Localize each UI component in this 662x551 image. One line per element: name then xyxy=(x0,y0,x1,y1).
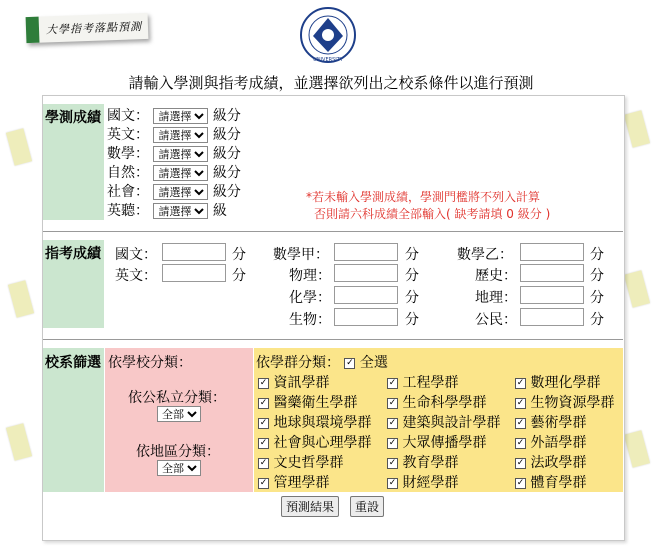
checkbox[interactable]: ✓ xyxy=(388,477,397,488)
checkbox[interactable]: ✓ xyxy=(259,417,268,428)
logo-text: UNIVERSITY xyxy=(313,57,343,63)
brand-stripe xyxy=(26,17,40,43)
checkbox[interactable]: ✓ xyxy=(259,397,268,408)
by-region-label: 依地區分類： xyxy=(136,444,220,460)
gsat-listening-select[interactable] xyxy=(153,203,208,219)
gsat-row xyxy=(107,124,241,143)
group-label: 資訊學群 xyxy=(273,375,330,391)
ast-unit: 分 xyxy=(590,312,604,328)
divider xyxy=(43,339,623,340)
ast-subject-label: 歷史： xyxy=(475,268,517,284)
group-label: 工程學群 xyxy=(402,375,459,391)
group-label: 教育學群 xyxy=(402,455,459,471)
gsat-chinese-select[interactable] xyxy=(153,108,208,124)
gsat-subject-label: 數學： xyxy=(107,146,149,162)
checkbox[interactable]: ✓ xyxy=(388,397,397,408)
ast-chemistry-input[interactable] xyxy=(334,286,398,304)
group-label: 體育學群 xyxy=(530,475,587,491)
group-checkbox-item[interactable] xyxy=(387,392,486,412)
checkbox[interactable]: ✓ xyxy=(259,457,268,468)
group-label: 外語學群 xyxy=(530,435,587,451)
gsat-math-select[interactable] xyxy=(153,146,208,162)
select-all-checkbox[interactable]: ✓ xyxy=(346,357,354,368)
university-logo xyxy=(299,6,357,64)
group-label: 管理學群 xyxy=(273,475,330,491)
group-label: 醫藥衛生學群 xyxy=(273,395,358,411)
gsat-english-select[interactable] xyxy=(153,127,208,143)
group-checkbox-item[interactable] xyxy=(258,392,357,412)
by-type-label: 依公私立分類： xyxy=(128,390,226,406)
group-label: 財經學群 xyxy=(402,475,459,491)
tape-decoration xyxy=(6,128,32,166)
gsat-row xyxy=(107,143,241,162)
group-label: 法政學群 xyxy=(530,455,587,471)
gsat-row xyxy=(107,162,241,181)
ast-biology-input[interactable] xyxy=(334,308,398,326)
group-checkbox-item[interactable] xyxy=(387,472,458,492)
ast-unit: 分 xyxy=(405,247,419,263)
tape-decoration xyxy=(8,280,34,318)
ast-subject-label: 地理： xyxy=(475,290,517,306)
group-checkbox-item[interactable] xyxy=(515,432,586,452)
checkbox[interactable]: ✓ xyxy=(516,397,525,408)
group-label: 生物資源學群 xyxy=(530,395,615,411)
ast-subject-label: 國文： xyxy=(115,247,157,263)
group-checkbox-item[interactable] xyxy=(258,472,329,492)
group-checkbox-item[interactable] xyxy=(387,452,458,472)
group-label: 藝術學群 xyxy=(530,415,587,431)
gsat-subject-label: 英文： xyxy=(107,127,149,143)
gsat-social-select[interactable] xyxy=(153,184,208,200)
checkbox[interactable]: ✓ xyxy=(388,417,397,428)
ast-subject-label: 數學甲： xyxy=(273,247,329,263)
ast-history-input[interactable] xyxy=(520,264,584,282)
tape-decoration xyxy=(6,423,32,461)
gsat-title: 學測成績 xyxy=(45,110,101,126)
group-label: 生命科學學群 xyxy=(402,395,487,411)
brand-tag xyxy=(26,13,149,43)
group-label: 文史哲學群 xyxy=(273,455,344,471)
ast-geography-input[interactable] xyxy=(520,286,584,304)
ast-unit: 分 xyxy=(590,247,604,263)
gsat-subject-label: 英聽： xyxy=(107,203,149,219)
gsat-subject-label: 社會： xyxy=(107,184,149,200)
checkbox[interactable]: ✓ xyxy=(259,377,268,388)
group-checkbox-item[interactable] xyxy=(387,432,486,452)
predict-button[interactable]: 預測結果 xyxy=(281,496,339,517)
by-group-row xyxy=(256,352,388,372)
ast-unit: 分 xyxy=(405,312,419,328)
group-checkbox-item[interactable] xyxy=(387,372,458,392)
ast-math-a-input[interactable] xyxy=(334,243,398,261)
group-label: 地球與環境學群 xyxy=(273,415,372,431)
gsat-list xyxy=(107,105,241,219)
ast-unit: 分 xyxy=(405,290,419,306)
group-label: 大眾傳播學群 xyxy=(402,435,487,451)
ast-physics-input[interactable] xyxy=(334,264,398,282)
ast-subject-label: 公民： xyxy=(475,312,517,328)
filter-title: 校系篩選 xyxy=(45,355,101,371)
ast-subject-label: 生物： xyxy=(289,312,331,328)
group-label: 社會與心理學群 xyxy=(273,435,372,451)
gsat-note-line2: 否則請六科成績全部輸入( 缺考請填 0 級分 ) xyxy=(314,207,551,221)
group-checkbox-item[interactable] xyxy=(515,412,586,432)
reset-button[interactable]: 重設 xyxy=(350,496,384,517)
checkbox[interactable]: ✓ xyxy=(388,457,397,468)
gsat-row xyxy=(107,105,241,124)
checkbox[interactable]: ✓ xyxy=(259,437,268,448)
gsat-row xyxy=(107,200,241,219)
ast-subject-label: 化學： xyxy=(289,290,331,306)
brand-text: 大學指考落點預測 xyxy=(45,20,143,37)
group-checkbox-item[interactable] xyxy=(515,392,614,412)
by-school-label: 依學校分類： xyxy=(108,355,192,371)
type-select[interactable] xyxy=(157,406,201,422)
ast-math-b-input[interactable] xyxy=(520,243,584,261)
ast-unit: 分 xyxy=(232,247,246,263)
group-label: 建築與設計學群 xyxy=(402,415,501,431)
ast-civics-input[interactable] xyxy=(520,308,584,326)
ast-unit: 分 xyxy=(590,268,604,284)
divider xyxy=(43,231,623,232)
gsat-unit: 級分 xyxy=(212,127,241,143)
gsat-unit: 級分 xyxy=(212,146,241,162)
checkbox[interactable]: ✓ xyxy=(388,437,397,448)
group-checkbox-item[interactable] xyxy=(258,432,371,452)
checkbox[interactable]: ✓ xyxy=(259,477,268,488)
checkbox[interactable]: ✓ xyxy=(516,417,525,428)
gsat-row xyxy=(107,181,241,200)
gsat-unit: 級 xyxy=(212,203,227,219)
tape-decoration xyxy=(624,430,650,468)
region-select[interactable] xyxy=(157,460,201,476)
checkbox[interactable]: ✓ xyxy=(516,457,525,468)
ast-unit: 分 xyxy=(405,268,419,284)
tape-decoration xyxy=(624,110,650,148)
group-checkbox-item[interactable] xyxy=(258,452,343,472)
ast-title: 指考成績 xyxy=(45,246,101,262)
ast-unit: 分 xyxy=(232,268,246,284)
group-checkbox-item[interactable] xyxy=(258,372,329,392)
checkbox[interactable]: ✓ xyxy=(516,437,525,448)
ast-english-input[interactable] xyxy=(162,264,226,282)
ast-subject-label: 英文： xyxy=(115,268,157,284)
ast-unit: 分 xyxy=(590,290,604,306)
instruction-text: 請輸入學測與指考成績，並選擇欲列出之校系條件以進行預測 xyxy=(128,74,534,92)
group-checkbox-item[interactable] xyxy=(258,412,371,432)
gsat-note-line1: *若未輸入學測成績，學測門檻將不列入計算 xyxy=(306,190,541,204)
group-label: 數理化學群 xyxy=(530,375,601,391)
checkbox[interactable]: ✓ xyxy=(516,377,525,388)
ast-chinese-input[interactable] xyxy=(162,243,226,261)
group-checkbox-item[interactable] xyxy=(515,452,586,472)
group-checkbox-item[interactable] xyxy=(515,372,600,392)
gsat-subject-label: 自然： xyxy=(107,165,149,181)
gsat-science-select[interactable] xyxy=(153,165,208,181)
gsat-unit: 級分 xyxy=(212,108,241,124)
checkbox[interactable]: ✓ xyxy=(516,477,525,488)
by-group-label: 依學群分類： xyxy=(256,355,340,371)
gsat-subject-label: 國文： xyxy=(107,108,149,124)
select-all-label: 全選 xyxy=(359,355,388,371)
gsat-unit: 級分 xyxy=(212,165,241,181)
group-checkbox-item[interactable] xyxy=(387,412,500,432)
group-checkbox-item[interactable] xyxy=(515,472,586,492)
ast-subject-label: 數學乙： xyxy=(457,247,513,263)
gsat-unit: 級分 xyxy=(212,184,241,200)
ast-subject-label: 物理： xyxy=(289,268,331,284)
tape-decoration xyxy=(624,270,650,308)
checkbox[interactable]: ✓ xyxy=(388,377,397,388)
